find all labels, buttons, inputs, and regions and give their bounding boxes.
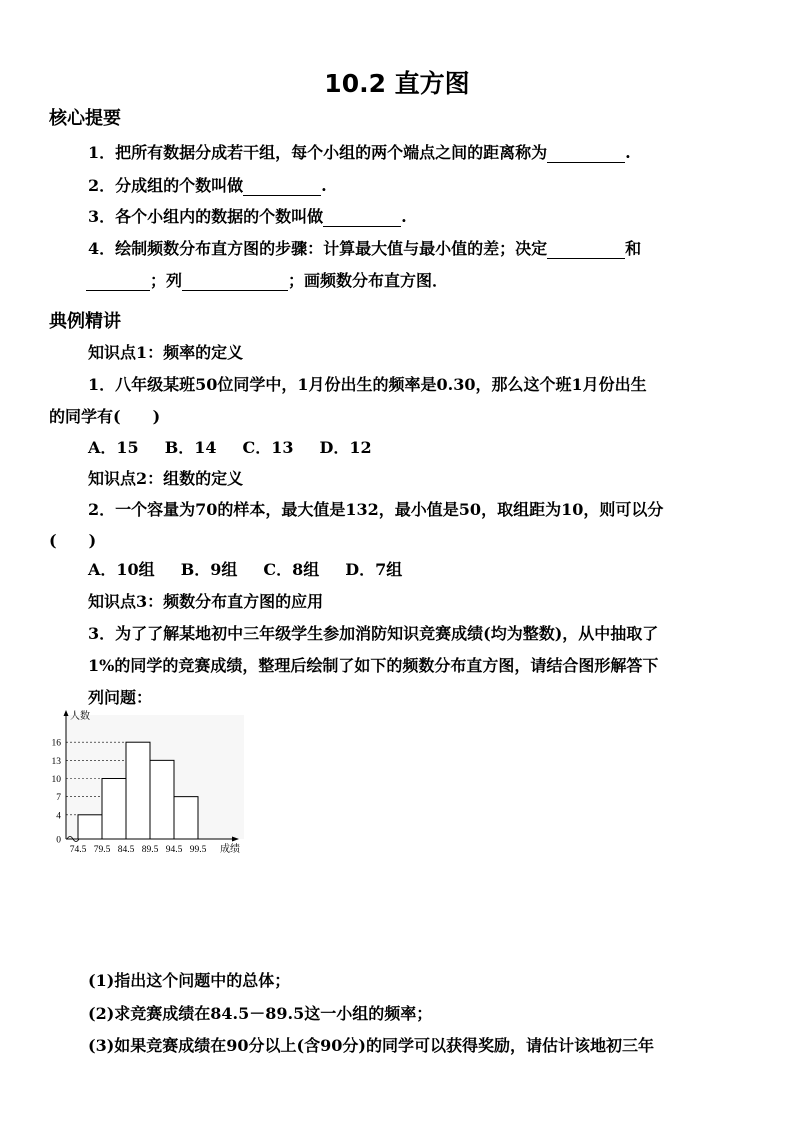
y-tick-label: 16 — [51, 738, 61, 749]
core-item-2-end: . — [321, 176, 327, 195]
answer-blank-3[interactable] — [323, 209, 401, 227]
x-tick-label: 74.5 — [69, 845, 87, 855]
core-item-3 — [88, 204, 407, 227]
kp2-option-c: C．8组 — [263, 560, 320, 579]
kp3-heading: 知识点3：频数分布直方图的应用 — [88, 592, 324, 611]
kp3-question-line1: 3．为了了解某地初中三年级学生参加消防知识竞赛成绩(均为整数)，从中抽取了 — [88, 624, 659, 643]
core-item-4-text: 4．绘制频数分布直方图的步骤：计算最大值与最小值的差；决定 — [88, 239, 548, 258]
core-item-4-list: ；列 — [150, 271, 183, 290]
kp2-options — [88, 557, 428, 580]
histogram-bar — [102, 779, 126, 840]
kp1-question-line2: 的同学有( ) — [49, 407, 161, 426]
x-tick-label: 89.5 — [141, 845, 159, 855]
page-title: 10.2 直方图 — [324, 69, 470, 98]
x-axis-label: 成绩 — [220, 844, 240, 855]
kp3-question-line2: 1%的同学的竞赛成绩，整理后绘制了如下的频数分布直方图，请结合图形解答下 — [88, 656, 659, 675]
answer-blank-4[interactable] — [547, 241, 625, 259]
kp1-options — [88, 435, 398, 458]
core-item-2-text: 2．分成组的个数叫做 — [88, 176, 244, 195]
kp3-question-line3: 列问题： — [88, 688, 153, 707]
y-tick-label: 10 — [51, 775, 61, 785]
core-item-1-end: . — [625, 143, 631, 162]
histogram-bar — [78, 815, 102, 839]
kp2-question-line1: 2．一个容量为70的样本，最大值是132，最小值是50，取组距为10，则可以分 — [88, 500, 664, 519]
x-tick-label: 79.5 — [93, 845, 111, 855]
x-tick-label: 94.5 — [165, 845, 183, 855]
core-item-4 — [88, 236, 641, 259]
answer-blank-6[interactable] — [182, 273, 288, 291]
core-item-4-and: 和 — [625, 239, 642, 258]
kp1-heading: 知识点1：频率的定义 — [88, 343, 244, 362]
histogram-bar — [126, 742, 150, 839]
y-tick-label: 0 — [56, 835, 61, 846]
kp2-heading: 知识点2：组数的定义 — [88, 469, 244, 488]
core-item-2 — [88, 173, 327, 196]
section-heading-core: 核心提要 — [49, 108, 121, 129]
answer-blank-5[interactable] — [86, 273, 150, 291]
kp2-option-b: B．9组 — [180, 560, 238, 579]
kp2-option-a: A．10组 — [88, 560, 155, 579]
y-tick-label: 7 — [56, 793, 61, 804]
y-tick-label: 13 — [51, 756, 61, 767]
y-axis-arrow — [64, 710, 69, 716]
kp1-option-d: D．12 — [319, 438, 372, 457]
kp2-option-d: D．7组 — [345, 560, 403, 579]
core-item-3-text: 3．各个小组内的数据的个数叫做 — [88, 207, 324, 226]
kp1-option-c: C．13 — [242, 438, 294, 457]
answer-blank-2[interactable] — [243, 178, 321, 196]
y-tick-label: 4 — [56, 811, 61, 822]
kp2-question-line2: ( ) — [49, 531, 97, 550]
section-heading-examples: 典例精讲 — [49, 311, 121, 332]
kp3-subquestion-2: (2)求竞赛成绩在84.5－89.5这一小组的频率； — [88, 1004, 433, 1023]
core-item-4-cont — [86, 268, 448, 291]
kp3-subquestion-1: (1)指出这个问题中的总体； — [88, 971, 291, 990]
histogram-bar — [150, 760, 174, 839]
core-item-1-text: 1．把所有数据分成若干组，每个小组的两个端点之间的距离称为 — [88, 143, 548, 162]
kp1-option-a: A．15 — [88, 438, 139, 457]
answer-blank-1[interactable] — [547, 145, 625, 163]
kp1-option-b: B．14 — [164, 438, 217, 457]
histogram-bar — [174, 797, 198, 839]
x-tick-label: 99.5 — [189, 845, 207, 855]
core-item-4-end: ；画频数分布直方图． — [288, 271, 449, 290]
kp3-subquestion-3: (3)如果竞赛成绩在90分以上(含90分)的同学可以获得奖励，请估计该地初三年 — [88, 1036, 654, 1055]
y-axis-label: 人数 — [70, 711, 90, 722]
x-tick-label: 84.5 — [117, 845, 135, 855]
core-item-1 — [88, 140, 631, 163]
kp1-question-line1: 1．八年级某班50位同学中，1月份出生的频率是0.30，那么这个班1月份出生 — [88, 375, 647, 394]
core-item-3-end: . — [401, 207, 407, 226]
histogram-chart — [46, 707, 256, 857]
